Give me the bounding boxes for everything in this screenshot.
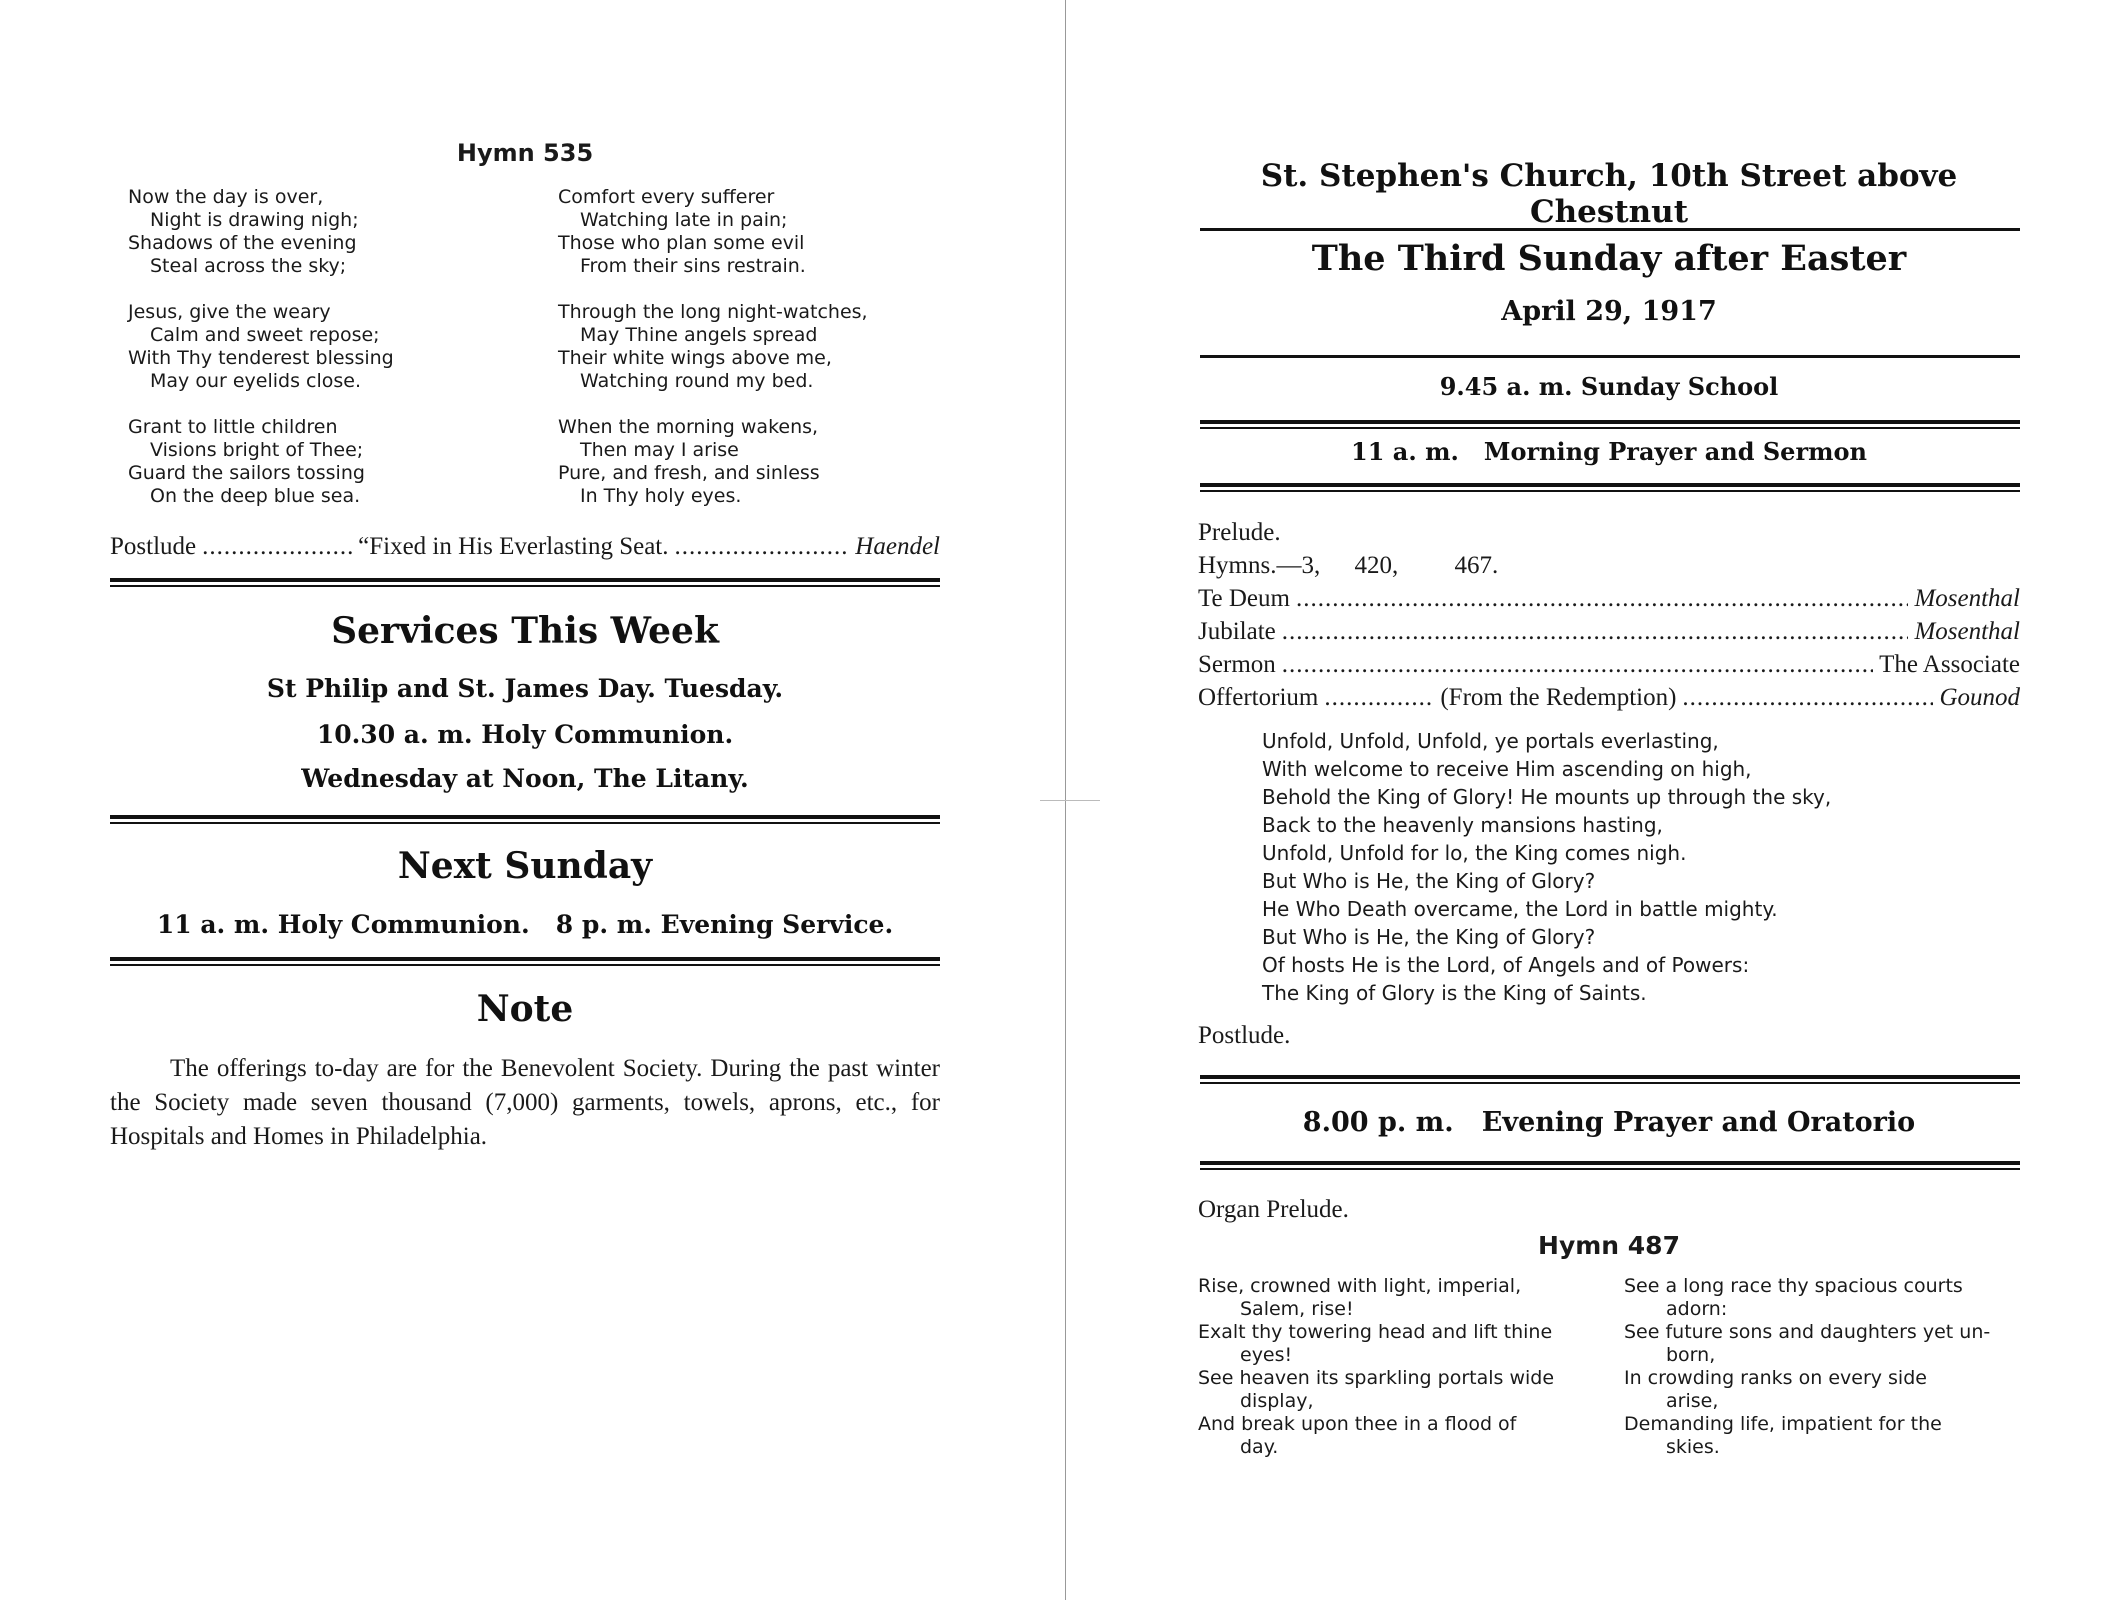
hymn-487-line: See heaven its sparkling portals wide display, bbox=[1198, 1367, 1555, 1412]
te-deum-line: Te Deum ..... Mosenthal bbox=[1198, 582, 2020, 615]
hymn-487-line: See future sons and daughters yet un- born, bbox=[1624, 1321, 1991, 1366]
anthem-line: Unfold, Unfold for lo, the King comes nigh. bbox=[1262, 841, 1687, 865]
anthem-line: Behold the King of Glory! He mounts up through the sky, bbox=[1262, 785, 1832, 809]
sunday-title: The Third Sunday after Easter bbox=[1311, 238, 1907, 279]
anthem-line: Of hosts He is the Lord, of Angels and of Powers: bbox=[1262, 953, 1750, 977]
hymn-535-column-2 bbox=[558, 186, 958, 508]
divider bbox=[110, 957, 940, 966]
next-sunday-line: 11 a. m. Holy Communion. 8 p. m. Evening Service. bbox=[156, 910, 894, 939]
hymn-535-verse: Now the day is over, Night is drawing nigh; Shadows of the evening Steal across the sky; bbox=[128, 186, 359, 277]
morning-service: 11 a. m. Morning Prayer and Sermon bbox=[1351, 437, 1867, 466]
note-text: The offerings to-day are for the Benevolent Society. During the past winter the Society made seven thousand (7,000) garments, towels, aprons, etc., for Hospitals and Homes in Philadelphia. bbox=[110, 1055, 940, 1150]
offertorium-line: Offertorium ..... (From the Redemption) ..... Gounod bbox=[1198, 681, 2020, 714]
anthem-line: Unfold, Unfold, Unfold, ye portals everlasting, bbox=[1262, 729, 1719, 753]
postlude-piece: “Fixed in His Everlasting Seat. bbox=[358, 533, 669, 560]
next-sunday-heading: Next Sunday bbox=[397, 845, 653, 887]
hymn-487-line: Demanding life, impatient for the skies. bbox=[1624, 1413, 1942, 1458]
hymn-487-line: In crowding ranks on every side arise, bbox=[1624, 1367, 1927, 1412]
evening-service: 8.00 p. m. Evening Prayer and Oratorio bbox=[1302, 1107, 1916, 1138]
divider bbox=[1200, 1161, 2020, 1170]
hymn-487-column-1 bbox=[1198, 1275, 1600, 1459]
divider bbox=[110, 578, 940, 587]
hymn-535-title: Hymn 535 bbox=[456, 139, 594, 167]
hymns: Hymns.—3, 420, 467. bbox=[1198, 552, 1499, 579]
divider bbox=[1200, 228, 2020, 231]
hymn-487-title: Hymn 487 bbox=[1538, 1231, 1680, 1260]
services-line-3: Wednesday at Noon, The Litany. bbox=[301, 764, 749, 793]
hymn-535-verse: Through the long night-watches, May Thine angels spread Their white wings above me, Watching round my bed. bbox=[558, 301, 868, 392]
services-line-1: St Philip and St. James Day. Tuesday. bbox=[266, 674, 784, 703]
postlude-composer: Haendel bbox=[855, 533, 940, 560]
anthem-text bbox=[1262, 727, 2022, 1007]
hymn-535-verse: Comfort every sufferer Watching late in pain; Those who plan some evil From their sins restrain. bbox=[558, 186, 806, 277]
anthem-line: Back to the heavenly mansions hasting, bbox=[1262, 813, 1663, 837]
divider bbox=[1200, 483, 2020, 492]
postlude-line bbox=[110, 533, 940, 561]
hymn-535-verse: When the morning wakens, Then may I arise Pure, and fresh, and sinless In Thy holy eyes. bbox=[558, 416, 820, 507]
hymn-535-column-1 bbox=[128, 186, 548, 508]
divider bbox=[110, 815, 940, 824]
postlude: Postlude. bbox=[1198, 1022, 1291, 1049]
service-date: April 29, 1917 bbox=[1501, 296, 1717, 327]
sermon-line: Sermon ..... The Associate bbox=[1198, 648, 2020, 681]
services-line-2: 10.30 a. m. Holy Communion. bbox=[316, 720, 734, 749]
anthem-line: But Who is He, the King of Glory? bbox=[1262, 925, 1596, 949]
order-of-service bbox=[1198, 516, 2020, 714]
anthem-line: But Who is He, the King of Glory? bbox=[1262, 869, 1596, 893]
note-heading: Note bbox=[476, 988, 574, 1030]
services-heading: Services This Week bbox=[331, 610, 719, 652]
sunday-school: 9.45 a. m. Sunday School bbox=[1439, 372, 1779, 401]
hymn-487-column-2 bbox=[1624, 1275, 2020, 1459]
hymn-535-verse: Grant to little children Visions bright of Thee; Guard the sailors tossing On the deep blue sea. bbox=[128, 416, 365, 507]
prelude: Prelude. bbox=[1198, 519, 1281, 546]
hymn-535-verse: Jesus, give the weary Calm and sweet repose; With Thy tenderest blessing May our eyelids close. bbox=[128, 301, 394, 392]
paper-crease bbox=[1040, 800, 1100, 801]
hymn-487-line: Rise, crowned with light, imperial, Salem, rise! bbox=[1198, 1275, 1522, 1320]
divider bbox=[1200, 420, 2020, 429]
hymn-487-line: See a long race thy spacious courts adorn: bbox=[1624, 1275, 1963, 1320]
postlude-label: Postlude bbox=[110, 533, 197, 560]
anthem-line: The King of Glory is the King of Saints. bbox=[1262, 981, 1647, 1005]
hymn-487-line: Exalt thy towering head and lift thine eyes! bbox=[1198, 1321, 1553, 1366]
anthem-line: He Who Death overcame, the Lord in battle mighty. bbox=[1262, 897, 1778, 921]
organ-prelude: Organ Prelude. bbox=[1198, 1196, 1349, 1223]
divider bbox=[1200, 355, 2020, 358]
divider bbox=[1200, 1075, 2020, 1084]
anthem-line: With welcome to receive Him ascending on high, bbox=[1262, 757, 1752, 781]
church-name: St. Stephen's Church, 10th Street above Chestnut bbox=[1260, 158, 1958, 230]
hymn-487-line: And break upon thee in a flood of day. bbox=[1198, 1413, 1517, 1458]
jubilate-line: Jubilate ..... Mosenthal bbox=[1198, 615, 2020, 648]
